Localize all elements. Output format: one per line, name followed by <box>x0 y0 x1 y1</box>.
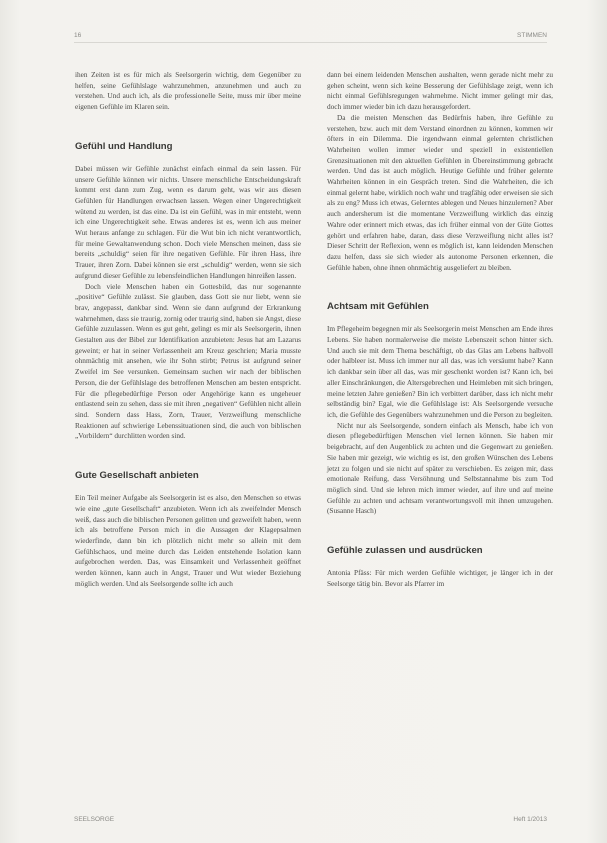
running-header: STIMMEN <box>517 32 547 39</box>
section-heading-feeling-action: Gefühl und Handlung <box>75 140 173 152</box>
intro-paragraph: ihen Zeiten ist es für mich als Seelsorgerin wichtig, dem Gegenüber zu helfen, seine Gefühlslage wahrzunehmen, anzunehmen und auch zu verstehen. Und auch ich, als die professionelle Seite, muss mir über meine eigenen Gefühle im Klaren sein. <box>75 70 301 112</box>
header-divider <box>74 42 547 43</box>
paragraph: Da die meisten Menschen das Bedürfnis haben, ihre Gefühle zu verstehen, bzw. auch mit dem Verstand einordnen zu können, kommen wir öfters in ein Dilemma. Die irgendwann einmal gelernten christlichen Wahrheiten wollen immer wieder und speziell in existentiellen Grenzsituationen mit den aktuellen Gefühlen in Übereinstimmung gebracht werden. Und das ist auch möglich. Heutige Gefühle und früher gelernte Wahrheiten können in ein Gespräch treten. Sind die Wahrheiten, die ich einmal gelernt habe, wirklich noch wahr und tragfähig oder erweisen sie sich als zu eng? Muss ich etwas, Gelerntes ablegen und Neues hinzulernen? Aber auch andersherum ist die momentane Verzweiflung wirklich das einzig Wahre oder erinnert mich etwas, das ich früher einmal von der Güte Gottes gehört und erfahren habe, daran, dass diese Verzweiflung nicht alles ist? Dieser Schritt der Reflexion, wenn es möglich ist, kann leidenden Menschen dazu helfen, dass sie sich wieder als autonome Personen erkennen, die Gefühle haben, ohne ihnen ohnmächtig ausgeliefert zu bleiben. <box>327 112 553 272</box>
section-heading-mindful: Achtsam mit Gefühlen <box>327 301 429 313</box>
paragraph: Antonia Pfäss: Für mich werden Gefühle wichtiger, je länger ich in der Seelsorge tätig bin. Bevor als Pfarrer im <box>327 568 553 588</box>
section-heading-good-company: Gute Gesellschaft anbieten <box>75 470 199 482</box>
paragraph: Doch viele Menschen haben ein Gottesbild, das nur sogenannte „positive“ Gefühle zulässt. Sie glauben, dass Gott sie nur liebt, wenn sie brav, angepasst, dankbar sind. Wenn sie dann aufgrund der Erkrankung wahrnehmen, dass sie traurig, zornig oder traurig sind, haben sie Angst, diese Gefühle zuzulassen. Wenn es gut geht, gelingt es mir als Seelsorgerin, ihnen Gestalten aus der Bibel zur Identifikation anzubieten: Jesus hat am Lazarus geweint; er hat in seiner Verlassenheit am Kreuz geschrien; Maria musste ohnmächtig mit ansehen, wie ihr Sohn stirbt; Petrus ist aufgrund seiner Zweifel im See versunken. Gemeinsam suchen wir nach der biblischen Person, die der Gefühlslage des betroffenen Menschen am besten entspricht. Für die pflegebedürftige Person oder Angehörige kann es ungeheuer entlastend sein zu sehen, dass sie mit ihren „negativen“ Gefühlen nicht allein sind. Sondern dass Hass, Zorn, Trauer, Verzweiflung menschliche Reaktionen auf schwierige Lebenssituationen sind, die auch von biblischen „Vorbildern“ durchlitten worden sind. <box>75 281 301 441</box>
page-number: 16 <box>74 32 82 39</box>
right-column <box>327 70 553 589</box>
footer-left: SEELSORGE <box>74 816 115 823</box>
paragraph: Nicht nur als Seelsorgende, sondern einfach als Mensch, habe ich von diesen pflegebedürftigen Menschen viel lernen können. Sie haben mir beigebracht, auf den Augenblick zu achten und die Gegenwart zu genießen. Sie haben mir gezeigt, wie wichtig es ist, den großen Wünschen des Lebens jetzt zu folgen und sie nicht auf später zu verschieben. Es zeigen mir, dass emotionale Reifung, dass Versöhnung und Selbstannahme bis zum Tod möglich sind. Und sie lehren mich immer wieder, auf ihre und auf meine Gefühle zu achten und achtsam verantwortungsvoll mit ihnen umzugehen. (Susanne Hasch) <box>327 420 553 516</box>
paragraph: Dabei müssen wir Gefühle zunächst einfach einmal da sein lassen. Für unsere Gefühle können wir nichts. Unsere menschliche Entscheidungskraft kommt erst dann zum Zug, wenn es darum geht, was wir aus diesen Gefühlen für Handlungen erwachsen lassen. Wegen einer Ungerechtigkeit wütend zu werden, ist das eine. Da ist ein Gefühl, was in mir entsteht, wenn ich eine Ungerechtigkeit sehe. Etwas anderes ist es, wenn ich aus meiner Wut heraus anfange zu schlagen. Für die Wut bin ich nicht verantwortlich, für meine Gewaltanwendung schon. Doch viele Menschen meinen, dass sie bereits „schuldig“ seien für ihre negativen Gefühle. Für ihren Hass, ihre Trauer, ihren Zorn. Dabei können sie erst „schuldig“ werden, wenn sie sich aufgrund dieser Gefühle zu lebensfeindlichen Handlungen hinreißen lassen. <box>75 163 301 280</box>
paragraph: Im Pflegeheim begegnen mir als Seelsorgerin meist Menschen am Ende ihres Lebens. Sie haben normalerweise die meiste Lebenszeit schon hinter sich. Und auch sie mit dem Thema beschäftigt, ob das Glas am Lebens halbvoll oder halbleer ist. Muss ich immer nur all das, was ich versäumt habe? Kann ich dankbar sein über all das, was mir geschenkt worden ist? Kann ich, bei aller Einschränkungen, die Altersgebrechen und Heimleben mit sich bringen, meine letzten Jahre genießen? Bin ich verbittert darüber, dass ich nicht mehr selbständig bin? Egal, wie die Gefühlslage ist: Als Seelsorgende versuche ich, die Gefühle des Gegenübers wahrzunehmen und die Person zu begleiten. <box>327 324 554 419</box>
paragraph: Ein Teil meiner Aufgabe als Seelsorgerin ist es also, den Menschen so etwas wie eine „gute Gesellschaft“ anzubieten. Wenn ich als zweifelnder Mensch weiß, dass auch die biblischen Personen gelitten und gezweifelt haben, wenn ich als betroffene Person mich in die Aussagen der Klagepsalmen wiederfinde, dann bin ich plötzlich nicht mehr so allein mit dem Gefühlschaos, und meine durch das Leiden entstehende Isolation kann aufgebrochen werden. Das, was Einsamkeit und Verlassenheit geöffnet werden können, kann auch in Angst, Trauer und Wut wieder Beziehung möglich werden. Und als Seelsorgende sollte ich auch <box>75 493 301 588</box>
paragraph: dann bei einem leidenden Menschen aushalten, wenn gerade nicht mehr zu gehen scheint, wenn sich keine Besserung der Gefühlslage zeigt, wenn ich nicht einmal Gefühlsregungen wahrnehme. Nicht immer gelingt mir das, doch immer wieder bin ich dazu herausgefordert. <box>327 70 553 112</box>
footer-right: Heft 1/2013 <box>513 816 547 823</box>
left-column <box>75 70 301 589</box>
section-heading-allow-express: Gefühle zulassen und ausdrücken <box>327 545 483 557</box>
